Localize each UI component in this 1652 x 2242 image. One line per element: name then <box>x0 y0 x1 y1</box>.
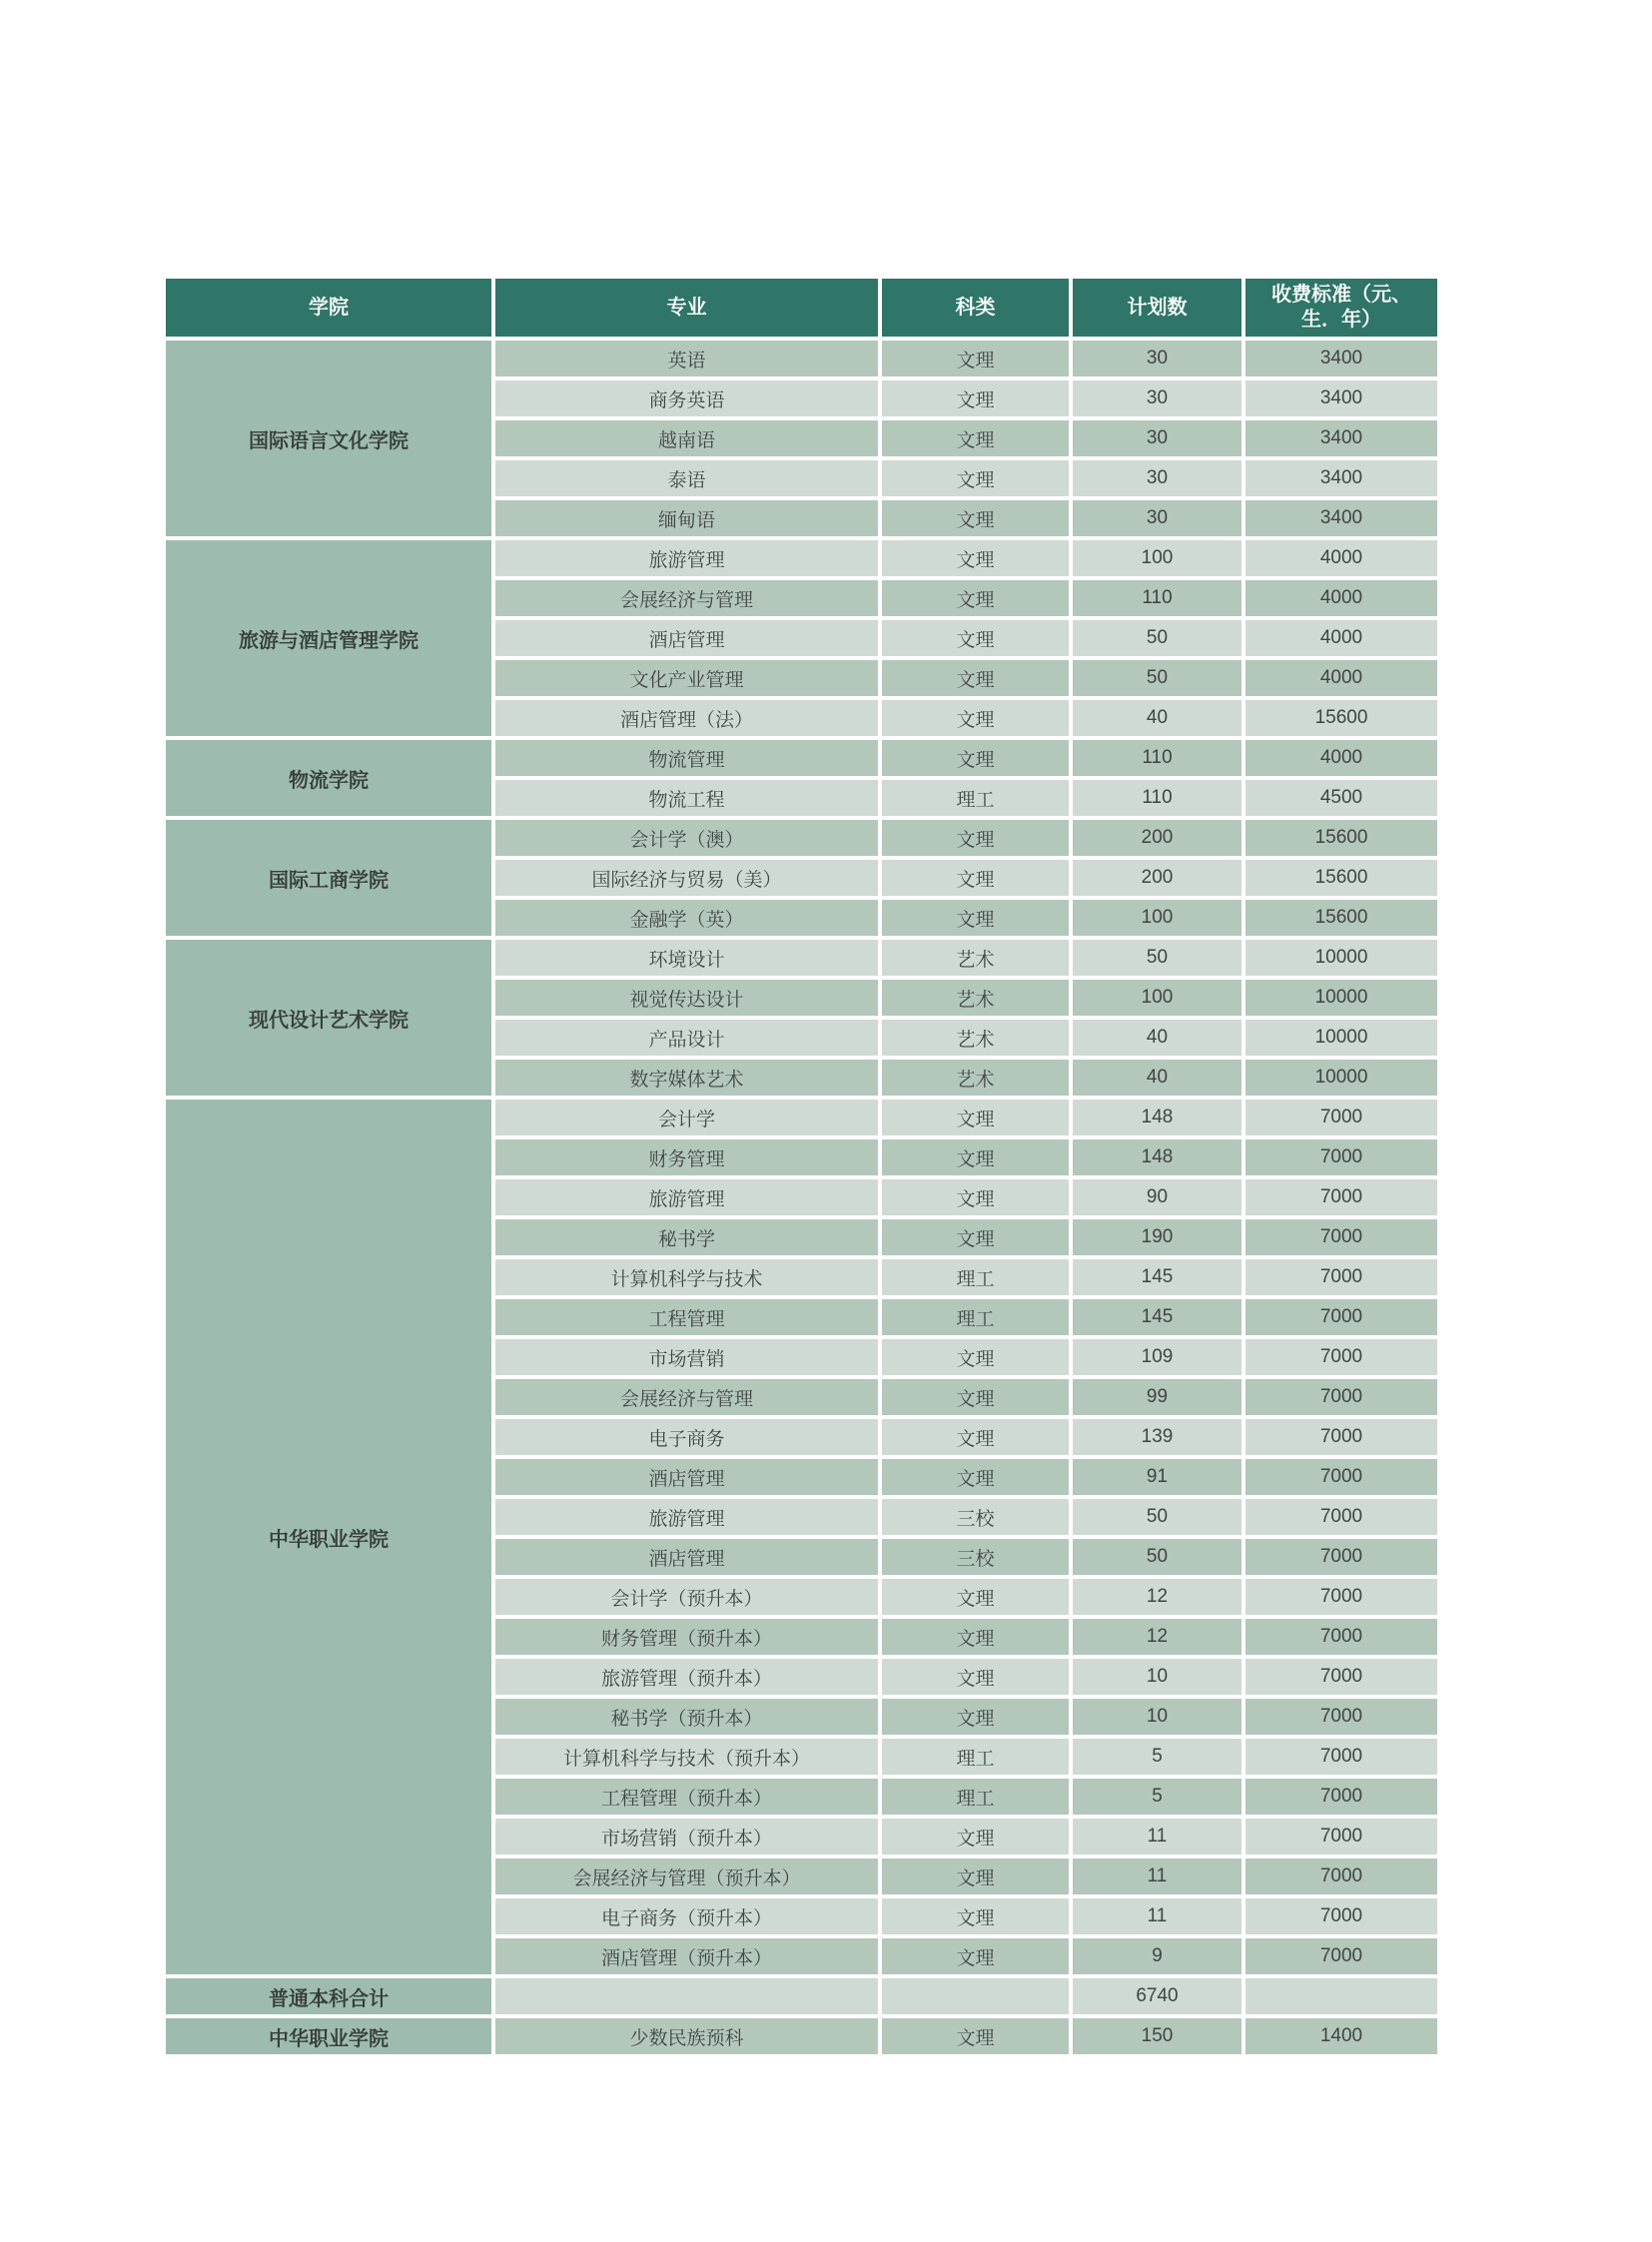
plan-cell: 5 <box>1073 1779 1241 1815</box>
category-cell: 三校 <box>882 1499 1069 1535</box>
fee-cell: 15600 <box>1245 900 1437 936</box>
fee-cell: 7000 <box>1245 1859 1437 1894</box>
major-cell: 酒店管理 <box>495 620 878 656</box>
category-cell: 文理 <box>882 1179 1069 1215</box>
header-fee-line1: 收费标准（元、 <box>1271 284 1411 306</box>
table-row <box>166 1100 1437 1135</box>
plan-cell: 10 <box>1073 1659 1241 1695</box>
plan-cell: 5 <box>1073 1739 1241 1775</box>
category-cell: 文理 <box>882 580 1069 616</box>
fee-cell: 7000 <box>1245 1898 1437 1934</box>
major-cell: 视觉传达设计 <box>495 980 878 1016</box>
plan-cell: 40 <box>1073 1020 1241 1056</box>
table-row <box>166 540 1437 576</box>
plan-cell: 100 <box>1073 980 1241 1016</box>
category-cell: 文理 <box>882 460 1069 496</box>
fee-cell <box>1245 1978 1437 2014</box>
major-cell: 酒店管理 <box>495 1459 878 1495</box>
category-cell: 文理 <box>882 1659 1069 1695</box>
category-cell: 文理 <box>882 1938 1069 1974</box>
fee-cell: 7000 <box>1245 1259 1437 1295</box>
category-cell: 文理 <box>882 2018 1069 2054</box>
plan-cell: 30 <box>1073 341 1241 376</box>
plan-cell: 110 <box>1073 780 1241 816</box>
category-cell: 文理 <box>882 860 1069 896</box>
plan-cell: 11 <box>1073 1819 1241 1855</box>
plan-cell: 200 <box>1073 820 1241 856</box>
plan-cell: 11 <box>1073 1859 1241 1894</box>
major-cell: 数字媒体艺术 <box>495 1060 878 1096</box>
table-body <box>166 341 1437 2054</box>
header-college: 学院 <box>166 279 491 337</box>
plan-cell: 9 <box>1073 1938 1241 1974</box>
plan-cell: 40 <box>1073 700 1241 736</box>
category-cell: 文理 <box>882 341 1069 376</box>
plan-cell: 110 <box>1073 580 1241 616</box>
major-cell: 旅游管理 <box>495 1179 878 1215</box>
category-cell: 文理 <box>882 740 1069 776</box>
major-cell: 缅甸语 <box>495 500 878 536</box>
category-cell: 理工 <box>882 1779 1069 1815</box>
plan-cell: 90 <box>1073 1179 1241 1215</box>
plan-cell: 50 <box>1073 940 1241 976</box>
plan-cell: 50 <box>1073 1499 1241 1535</box>
major-cell: 秘书学 <box>495 1219 878 1255</box>
plan-cell: 40 <box>1073 1060 1241 1096</box>
plan-cell: 12 <box>1073 1619 1241 1655</box>
category-cell: 艺术 <box>882 980 1069 1016</box>
table-row <box>166 940 1437 976</box>
fee-cell: 10000 <box>1245 980 1437 1016</box>
fee-cell: 4000 <box>1245 620 1437 656</box>
fee-cell: 4000 <box>1245 740 1437 776</box>
category-cell: 文理 <box>882 1139 1069 1175</box>
fee-cell: 7000 <box>1245 1459 1437 1495</box>
major-cell: 少数民族预科 <box>495 2018 878 2054</box>
major-cell: 工程管理 <box>495 1299 878 1335</box>
category-cell: 文理 <box>882 1579 1069 1615</box>
major-cell: 商务英语 <box>495 380 878 416</box>
fee-cell: 3400 <box>1245 420 1437 456</box>
major-cell: 酒店管理（预升本） <box>495 1938 878 1974</box>
category-cell <box>882 1978 1069 2014</box>
plan-cell: 99 <box>1073 1379 1241 1415</box>
fee-cell: 7000 <box>1245 1579 1437 1615</box>
admission-plan-table <box>162 275 1441 2058</box>
table-row <box>166 341 1437 376</box>
category-cell: 文理 <box>882 420 1069 456</box>
fee-cell: 7000 <box>1245 1938 1437 1974</box>
category-cell: 文理 <box>882 540 1069 576</box>
fee-cell: 7000 <box>1245 1779 1437 1815</box>
category-cell: 文理 <box>882 1859 1069 1894</box>
fee-cell: 7000 <box>1245 1100 1437 1135</box>
category-cell: 艺术 <box>882 1060 1069 1096</box>
major-cell: 会展经济与管理（预升本） <box>495 1859 878 1894</box>
major-cell: 会计学（预升本） <box>495 1579 878 1615</box>
fee-cell: 4000 <box>1245 540 1437 576</box>
major-cell: 文化产业管理 <box>495 660 878 696</box>
category-cell: 理工 <box>882 780 1069 816</box>
major-cell: 物流工程 <box>495 780 878 816</box>
category-cell: 文理 <box>882 1100 1069 1135</box>
header-fee <box>1245 279 1437 337</box>
major-cell: 计算机科学与技术 <box>495 1259 878 1295</box>
major-cell: 会展经济与管理 <box>495 580 878 616</box>
plan-cell: 30 <box>1073 420 1241 456</box>
fee-cell: 1400 <box>1245 2018 1437 2054</box>
plan-cell: 150 <box>1073 2018 1241 2054</box>
header-category: 科类 <box>882 279 1069 337</box>
plan-cell: 30 <box>1073 500 1241 536</box>
major-cell: 财务管理（预升本） <box>495 1619 878 1655</box>
major-cell: 电子商务（预升本） <box>495 1898 878 1934</box>
major-cell: 市场营销 <box>495 1339 878 1375</box>
plan-cell: 145 <box>1073 1299 1241 1335</box>
fee-cell: 15600 <box>1245 860 1437 896</box>
category-cell: 文理 <box>882 1898 1069 1934</box>
fee-cell: 3400 <box>1245 380 1437 416</box>
major-cell: 会展经济与管理 <box>495 1379 878 1415</box>
plan-cell: 10 <box>1073 1699 1241 1735</box>
category-cell: 艺术 <box>882 940 1069 976</box>
plan-cell: 50 <box>1073 620 1241 656</box>
category-cell: 文理 <box>882 1459 1069 1495</box>
fee-cell: 7000 <box>1245 1219 1437 1255</box>
college-cell: 物流学院 <box>166 740 491 816</box>
category-cell: 文理 <box>882 1219 1069 1255</box>
college-cell: 国际语言文化学院 <box>166 341 491 536</box>
major-cell: 产品设计 <box>495 1020 878 1056</box>
plan-cell: 200 <box>1073 860 1241 896</box>
plan-cell: 12 <box>1073 1579 1241 1615</box>
category-cell: 三校 <box>882 1539 1069 1575</box>
category-cell: 文理 <box>882 620 1069 656</box>
category-cell: 文理 <box>882 1619 1069 1655</box>
major-cell: 旅游管理 <box>495 1499 878 1535</box>
college-cell: 现代设计艺术学院 <box>166 940 491 1096</box>
major-cell: 旅游管理 <box>495 540 878 576</box>
table-row <box>166 1978 1437 2014</box>
category-cell: 艺术 <box>882 1020 1069 1056</box>
plan-cell: 109 <box>1073 1339 1241 1375</box>
header-fee-line2: 生．年） <box>1301 309 1381 331</box>
fee-cell: 3400 <box>1245 460 1437 496</box>
fee-cell: 7000 <box>1245 1539 1437 1575</box>
category-cell: 文理 <box>882 660 1069 696</box>
major-cell: 环境设计 <box>495 940 878 976</box>
fee-cell: 15600 <box>1245 820 1437 856</box>
plan-cell: 30 <box>1073 380 1241 416</box>
major-cell: 计算机科学与技术（预升本） <box>495 1739 878 1775</box>
table-row <box>166 2018 1437 2054</box>
category-cell: 理工 <box>882 1739 1069 1775</box>
fee-cell: 7000 <box>1245 1619 1437 1655</box>
header-major: 专业 <box>495 279 878 337</box>
category-cell: 理工 <box>882 1259 1069 1295</box>
plan-cell: 91 <box>1073 1459 1241 1495</box>
category-cell: 文理 <box>882 700 1069 736</box>
fee-cell: 4500 <box>1245 780 1437 816</box>
major-cell: 泰语 <box>495 460 878 496</box>
major-cell: 市场营销（预升本） <box>495 1819 878 1855</box>
fee-cell: 10000 <box>1245 1060 1437 1096</box>
major-cell <box>495 1978 878 2014</box>
fee-cell: 7000 <box>1245 1379 1437 1415</box>
category-cell: 文理 <box>882 1379 1069 1415</box>
category-cell: 文理 <box>882 1699 1069 1735</box>
table-row <box>166 820 1437 856</box>
plan-cell: 11 <box>1073 1898 1241 1934</box>
college-cell: 国际工商学院 <box>166 820 491 936</box>
plan-cell: 145 <box>1073 1259 1241 1295</box>
major-cell: 旅游管理（预升本） <box>495 1659 878 1695</box>
fee-cell: 7000 <box>1245 1179 1437 1215</box>
fee-cell: 7000 <box>1245 1139 1437 1175</box>
fee-cell: 7000 <box>1245 1339 1437 1375</box>
major-cell: 财务管理 <box>495 1139 878 1175</box>
fee-cell: 7000 <box>1245 1299 1437 1335</box>
plan-cell: 148 <box>1073 1139 1241 1175</box>
plan-cell: 148 <box>1073 1100 1241 1135</box>
major-cell: 国际经济与贸易（美） <box>495 860 878 896</box>
major-cell: 会计学（澳） <box>495 820 878 856</box>
fee-cell: 10000 <box>1245 1020 1437 1056</box>
major-cell: 会计学 <box>495 1100 878 1135</box>
plan-cell: 100 <box>1073 540 1241 576</box>
fee-cell: 7000 <box>1245 1819 1437 1855</box>
fee-cell: 15600 <box>1245 700 1437 736</box>
major-cell: 工程管理（预升本） <box>495 1779 878 1815</box>
category-cell: 理工 <box>882 1299 1069 1335</box>
major-cell: 英语 <box>495 341 878 376</box>
fee-cell: 4000 <box>1245 580 1437 616</box>
fee-cell: 7000 <box>1245 1659 1437 1695</box>
category-cell: 文理 <box>882 380 1069 416</box>
category-cell: 文理 <box>882 820 1069 856</box>
fee-cell: 7000 <box>1245 1699 1437 1735</box>
fee-cell: 7000 <box>1245 1739 1437 1775</box>
fee-cell: 4000 <box>1245 660 1437 696</box>
fee-cell: 3400 <box>1245 500 1437 536</box>
header-row <box>166 279 1437 337</box>
major-cell: 酒店管理 <box>495 1539 878 1575</box>
fee-cell: 7000 <box>1245 1419 1437 1455</box>
college-cell: 中华职业学院 <box>166 1100 491 1974</box>
plan-cell: 190 <box>1073 1219 1241 1255</box>
college-cell: 中华职业学院 <box>166 2018 491 2054</box>
plan-cell: 139 <box>1073 1419 1241 1455</box>
plan-cell: 100 <box>1073 900 1241 936</box>
fee-cell: 10000 <box>1245 940 1437 976</box>
major-cell: 酒店管理（法） <box>495 700 878 736</box>
major-cell: 秘书学（预升本） <box>495 1699 878 1735</box>
category-cell: 文理 <box>882 1339 1069 1375</box>
college-cell: 普通本科合计 <box>166 1978 491 2014</box>
table-row <box>166 740 1437 776</box>
major-cell: 越南语 <box>495 420 878 456</box>
plan-cell: 50 <box>1073 1539 1241 1575</box>
plan-cell: 110 <box>1073 740 1241 776</box>
category-cell: 文理 <box>882 500 1069 536</box>
fee-cell: 3400 <box>1245 341 1437 376</box>
header-plan: 计划数 <box>1073 279 1241 337</box>
fee-cell: 7000 <box>1245 1499 1437 1535</box>
major-cell: 金融学（英） <box>495 900 878 936</box>
category-cell: 文理 <box>882 1419 1069 1455</box>
category-cell: 文理 <box>882 1819 1069 1855</box>
plan-cell: 30 <box>1073 460 1241 496</box>
category-cell: 文理 <box>882 900 1069 936</box>
college-cell: 旅游与酒店管理学院 <box>166 540 491 736</box>
major-cell: 物流管理 <box>495 740 878 776</box>
major-cell: 电子商务 <box>495 1419 878 1455</box>
plan-cell: 50 <box>1073 660 1241 696</box>
plan-cell: 6740 <box>1073 1978 1241 2014</box>
